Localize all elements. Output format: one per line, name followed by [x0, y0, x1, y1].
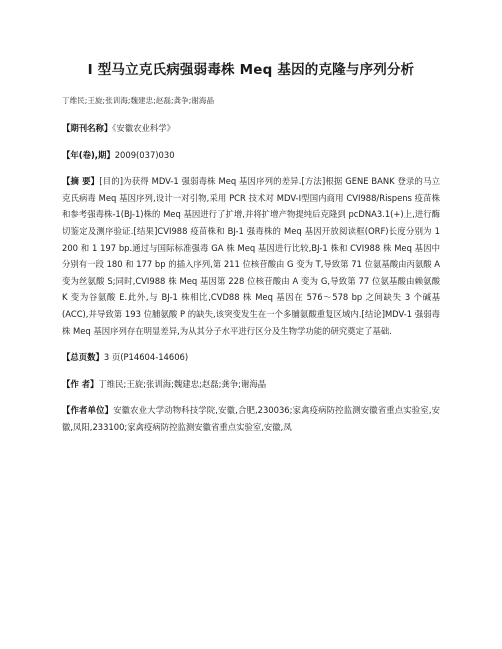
year-volume-issue-value: 2009(037)030	[114, 149, 175, 160]
article-title: I 型马立克氏病强弱毒株 Meq 基因的克隆与序列分析	[87, 62, 415, 78]
author-field	[62, 376, 440, 393]
abstract-field	[62, 173, 440, 339]
journal-label: 【期刊名称】	[62, 123, 113, 133]
author-affiliation-field	[62, 402, 440, 435]
author-label: 【作 者】	[62, 378, 99, 389]
author-affiliation-value: 安徽农业大学动物科技学院,安徽,合肥,230036;家禽疫病防控监测安徽省重点实验室,安徽,凤阳,233100;家禽疫病防控监测安徽省重点实验室,安徽,凤	[62, 405, 440, 432]
author-list: 丁维民;王旋;张训海;魏建忠;赵磊;龚争;谢海晶	[62, 96, 215, 105]
page-count-label: 【总页数】	[62, 352, 104, 363]
page-count-value: 3 页(P14604-14606)	[103, 352, 189, 363]
year-volume-issue-label: 【年(卷),期】	[62, 149, 115, 160]
abstract-text: [目的]为获得 MDV-1 强弱毒株 Meq 基因序列的差异.[方法]根据 GENE BANK 登录的马立克氏病毒 Meq 基因序列,设计一对引物,采用 PCR 技术对 MDV-Ⅰ型国内商用 CVI988/Rispens 疫苗株和参考强毒株-1(BJ-1)株的 Meq 基因进行了扩增,并将扩增产物提纯后克隆到 pcDNA3.1(+)上,进行酶切鉴定及测序验证.[结果]CVI988 疫苗株和 BJ-1 强毒株的 Meq 基因开放阅读框(ORF)长度分别为 1 200 和 1 197 bp.通过与国际标准强毒 GA 株 Meq 基因进行比较,BJ-1 株和 CVI988 株 Meq 基因中分别有一段 180 和 177 bp 的插入序列,第 211 位核苷酸由 G 变为 T,导致第 71 位氨基酸由丙氨酸 A 变为丝氨酸 S;同时,CVI988 株 Meq 基因第 228 位核苷酸由 A 变为 G,导致第 77 位氨基酸由赖氨酸 K 变为谷氨酸 E.此外,与 BJ-1 株相比,CVD88 株 Meq 基因在 576～578 bp 之间缺失 3 个碱基(ACC),并导致第 193 位脯氨酸 P 的缺失,该突变发生在一个多脯氨酸重复区域内.[结论]MDV-1 强弱毒株 Meq 基因序列存在明显差异,为从其分子水平进行区分及生物学功能的研究奠定了基础.	[62, 176, 441, 336]
journal-value: 《安徽农业科学》	[112, 123, 176, 133]
abstract-label: 【摘 要】	[62, 176, 100, 187]
author-affiliation-label: 【作者单位】	[62, 405, 114, 416]
author-value: 丁维民;王旋;张训海;魏建忠;赵磊;龚争;谢海晶	[98, 378, 267, 389]
year-volume-issue-field	[62, 147, 440, 164]
journal-field	[62, 120, 440, 137]
page-count-field	[62, 349, 440, 366]
